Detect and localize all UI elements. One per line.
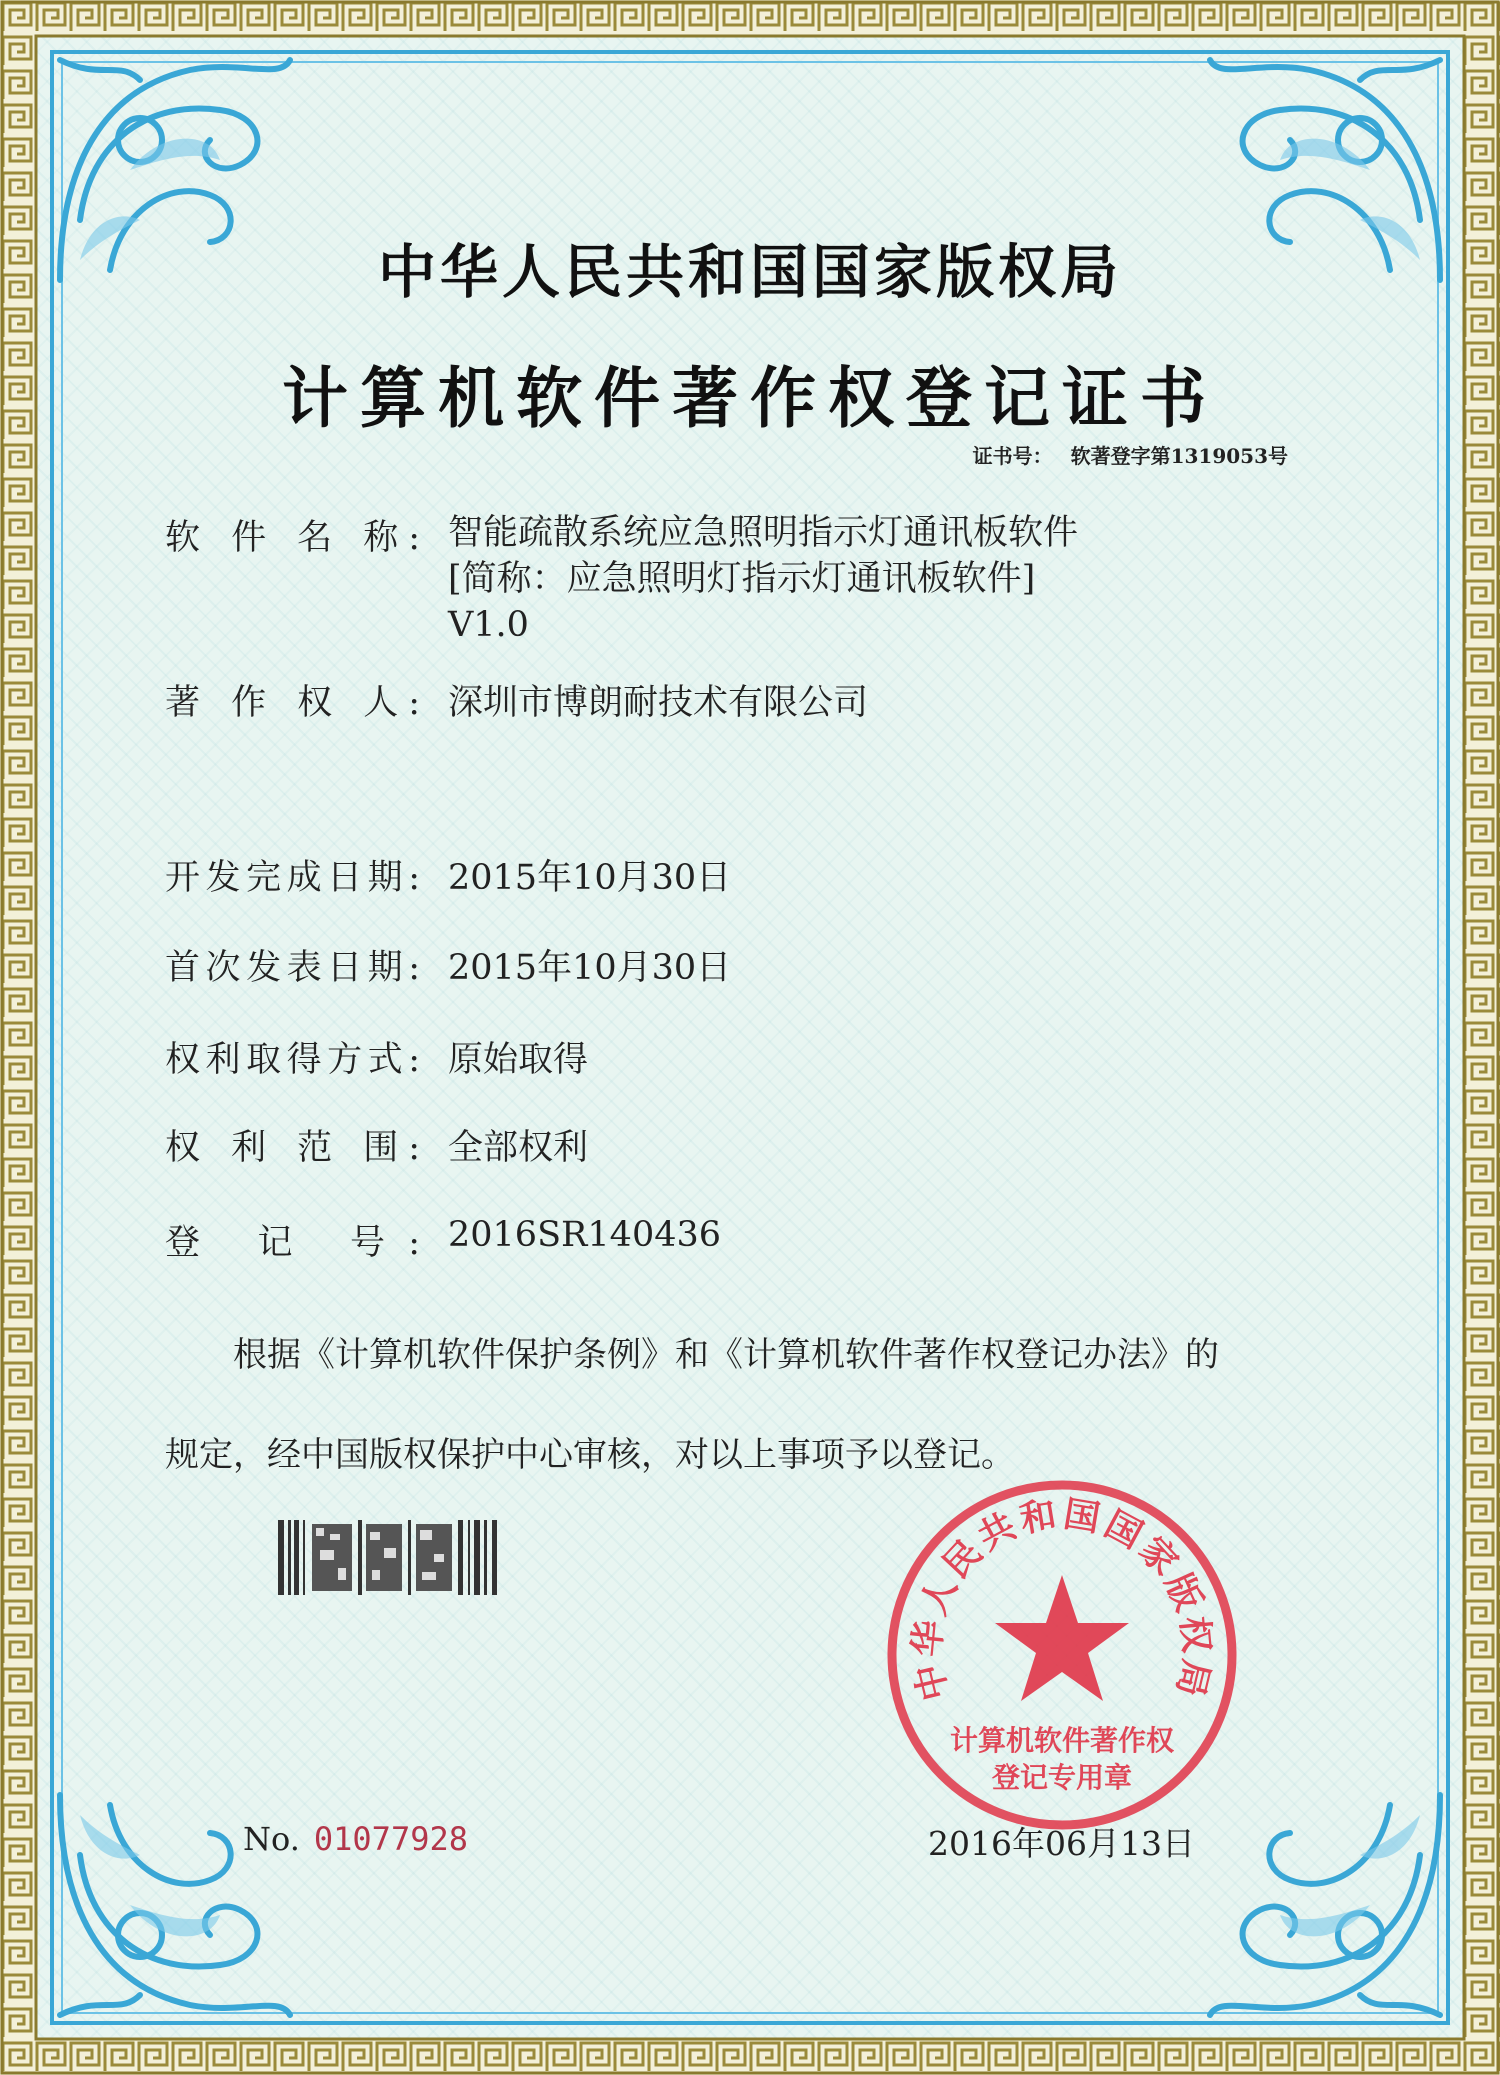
field-copyright-owner bbox=[165, 675, 868, 725]
first-publish-date-label: 首次发表日期: bbox=[165, 948, 420, 988]
serial-number-value: 01077928 bbox=[313, 1820, 468, 1858]
field-software-name bbox=[165, 510, 1078, 648]
seal-inner-line1: 计算机软件著作权 bbox=[949, 1724, 1175, 1757]
issue-date: 2016年06月13日 bbox=[928, 1824, 1195, 1863]
certificate-number bbox=[973, 440, 1288, 469]
serial-number-label: No. bbox=[243, 1820, 300, 1858]
certificate-number-label: 证书号： bbox=[972, 444, 1053, 468]
issuer-title: 中华人民共和国国家版权局 bbox=[377, 238, 1122, 306]
dev-completion-date-label: 开发完成日期: bbox=[165, 858, 420, 898]
software-name-line1: 智能疏散系统应急照明指示灯通讯板软件 bbox=[448, 513, 1079, 553]
seal-inner-line2: 登记专用章 bbox=[991, 1761, 1133, 1794]
corner-ornament-bottom-left bbox=[20, 1755, 320, 2055]
statement-line1: 根据《计算机软件保护条例》和《计算机软件著作权登记办法》的 bbox=[233, 1335, 1219, 1375]
software-name-version: V1.0 bbox=[448, 605, 529, 645]
serial-number bbox=[243, 1820, 468, 1858]
barcode bbox=[278, 1520, 503, 1595]
official-seal bbox=[882, 1475, 1242, 1835]
software-name-label: 软 件 名 称: bbox=[165, 518, 420, 558]
field-dev-completion-date bbox=[165, 850, 731, 900]
rights-scope-value: 全部权利 bbox=[448, 1128, 589, 1168]
registration-no-value: 2016SR140436 bbox=[448, 1215, 722, 1255]
field-registration-no bbox=[165, 1215, 721, 1265]
seal-outer-text: 中华人民共和国国家版权局 bbox=[905, 1492, 1219, 1705]
field-rights-acquisition bbox=[165, 1032, 588, 1082]
seal-star-icon bbox=[995, 1575, 1129, 1701]
registration-no-label: 登 记 号: bbox=[165, 1223, 420, 1263]
rights-acquisition-value: 原始取得 bbox=[448, 1040, 589, 1080]
software-name-line2: [简称：应急照明灯指示灯通讯板软件] bbox=[448, 559, 1036, 599]
copyright-owner-value: 深圳市博朗耐技术有限公司 bbox=[448, 683, 869, 723]
field-first-publish-date bbox=[165, 940, 731, 990]
software-name-value bbox=[448, 510, 1078, 648]
certificate-number-value: 软著登字第1319053号 bbox=[1070, 444, 1288, 468]
statement-line2: 规定，经中国版权保护中心审核，对以上事项予以登记。 bbox=[165, 1435, 1015, 1475]
copyright-owner-label: 著 作 权 人: bbox=[165, 683, 420, 723]
rights-acquisition-label: 权利取得方式: bbox=[165, 1040, 420, 1080]
rights-scope-label: 权 利 范 围: bbox=[165, 1128, 420, 1168]
certificate-title: 计算机软件著作权登记证书 bbox=[282, 360, 1218, 437]
first-publish-date-value: 2015年10月30日 bbox=[448, 948, 732, 988]
dev-completion-date-value: 2015年10月30日 bbox=[448, 858, 732, 898]
field-rights-scope bbox=[165, 1120, 588, 1170]
